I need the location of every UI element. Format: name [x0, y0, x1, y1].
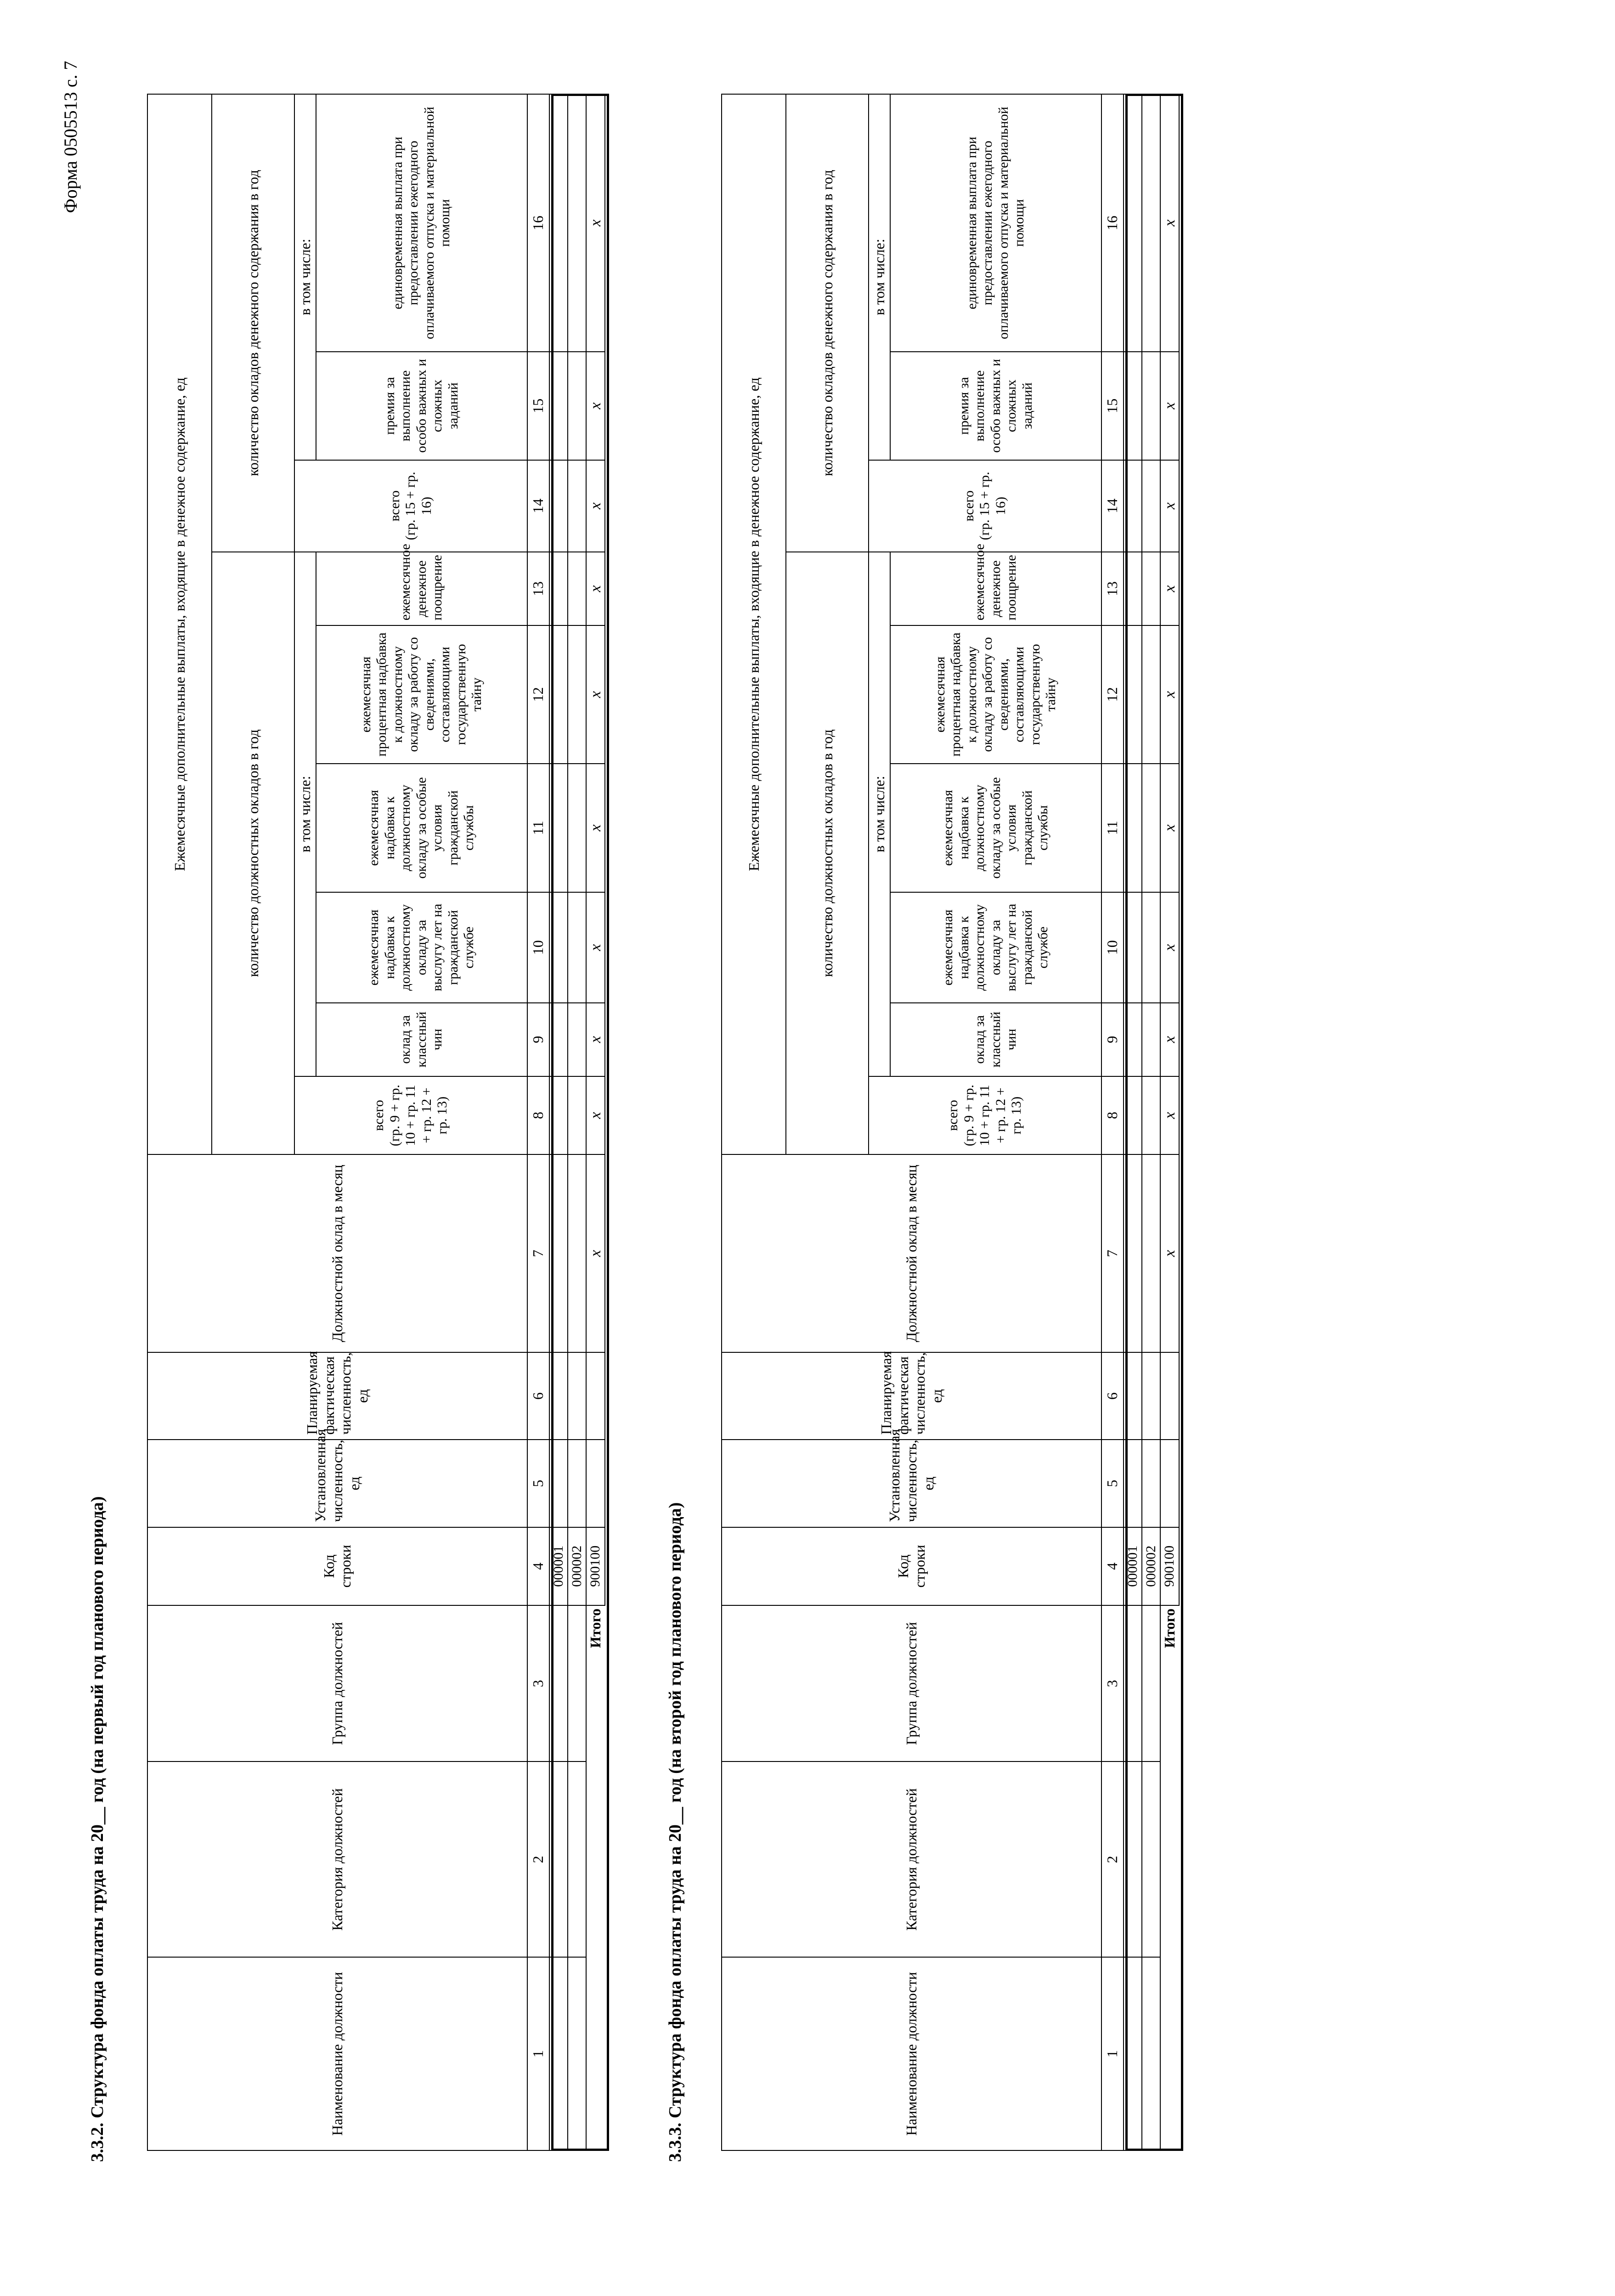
cell-code: 000002	[1142, 1527, 1160, 1605]
col-number: 16	[527, 94, 549, 352]
col-header-state-secret: ежемесячная процентная надбавка к должностному окладу за работу со сведениями, составляющими государственную тайну	[316, 625, 527, 764]
cell-total[interactable]	[1124, 1076, 1142, 1154]
col-number: 6	[527, 1352, 549, 1440]
na-mark: x	[1160, 1003, 1179, 1076]
col-number: 2	[1101, 1762, 1124, 1958]
col-number: 4	[1101, 1527, 1124, 1605]
cell-established[interactable]	[549, 1440, 568, 1527]
cell-group[interactable]	[568, 1605, 586, 1762]
col-header-established: Установленная численность, ед	[147, 1440, 527, 1527]
col-number: 15	[527, 352, 549, 460]
col-header-established: Установленная численность, ед	[722, 1440, 1101, 1527]
col-header-code: Код строки	[722, 1527, 1101, 1605]
col-number: 8	[1101, 1076, 1124, 1154]
cell-category[interactable]	[568, 1762, 586, 1958]
table-row	[1142, 94, 1160, 2150]
col-number: 15	[1101, 352, 1124, 460]
total-code: 900100	[586, 1527, 605, 1605]
cell-special-conditions[interactable]	[549, 764, 568, 893]
col-header-monthly-bonus: ежемесячное денежное поощрение	[316, 552, 527, 625]
cell-premium[interactable]	[568, 352, 586, 460]
cell-monthly-bonus[interactable]	[549, 552, 568, 625]
cell-one-time[interactable]	[549, 94, 568, 352]
na-mark: x	[586, 94, 605, 352]
col-header-long-service: ежемесячная надбавка к должностному окладу за выслугу лет на гражданской службе	[316, 892, 527, 1002]
col-header-salary: Должностной оклад в месяц	[147, 1154, 527, 1352]
cell-special-conditions[interactable]	[568, 764, 586, 893]
cell-group[interactable]	[549, 1605, 568, 1762]
col-number: 11	[527, 764, 549, 893]
cell-total[interactable]	[568, 1076, 586, 1154]
na-mark: x	[1160, 352, 1179, 460]
cell-category[interactable]	[1124, 1762, 1142, 1958]
cell-class-rank[interactable]	[1124, 1003, 1142, 1076]
col-header-total-2: всего (гр. 15 + гр. 16)	[294, 460, 527, 552]
cell-established-total[interactable]	[586, 1440, 605, 1527]
col-number: 12	[1101, 625, 1124, 764]
col-number: 13	[1101, 552, 1124, 625]
cell-class-rank[interactable]	[1142, 1003, 1160, 1076]
cell-special-conditions[interactable]	[1124, 764, 1142, 893]
col-number: 13	[527, 552, 549, 625]
col-number: 3	[527, 1605, 549, 1762]
col-header-code: Код строки	[147, 1527, 527, 1605]
cell-premium[interactable]	[1142, 352, 1160, 460]
table-row	[549, 94, 568, 2150]
na-mark: x	[586, 1076, 605, 1154]
col-header-category: Категория должностей	[722, 1762, 1101, 1958]
na-mark: x	[586, 1003, 605, 1076]
section-title-2: 3.3.3. Структура фонда оплаты труда на 20__ год (на второй год планового периода)	[666, 1502, 685, 2162]
form-label: Форма 0505513 с. 7	[60, 61, 81, 213]
cell-state-secret[interactable]	[549, 625, 568, 764]
col-header-one-time: единовременная выплата при предоставлении ежегодного оплачиваемого отпуска и материальной помощи	[890, 94, 1101, 352]
col-header-total-2: всего (гр. 15 + гр. 16)	[869, 460, 1101, 552]
col-header-including-2: в том числе:	[294, 94, 316, 460]
cell-established-total[interactable]	[1160, 1440, 1179, 1527]
na-mark: x	[1160, 94, 1179, 352]
cell-one-time[interactable]	[1142, 94, 1160, 352]
cell-one-time[interactable]	[1124, 94, 1142, 352]
cell-salary[interactable]	[549, 1154, 568, 1352]
col-number: 9	[1101, 1003, 1124, 1076]
col-header-group: Группа должностей	[722, 1605, 1101, 1762]
na-mark: x	[1160, 1154, 1179, 1352]
col-number: 14	[1101, 460, 1124, 552]
pay-structure-table-1	[147, 94, 605, 2151]
table-row	[1124, 94, 1142, 2150]
col-header-salary-count: количество должностных окладов в год	[212, 552, 294, 1154]
cell-code: 000002	[568, 1527, 586, 1605]
cell-monthly-bonus[interactable]	[1124, 552, 1142, 625]
col-header-planned: Планируемая фактическая численность, ед	[722, 1352, 1101, 1440]
cell-planned-total[interactable]	[586, 1352, 605, 1440]
col-header-money-count: количество окладов денежного содержания в год	[212, 94, 294, 552]
col-number: 3	[1101, 1605, 1124, 1762]
col-header-total: всего (гр. 9 + гр. 10 + гр. 11 + гр. 12 + гр. 13)	[869, 1076, 1101, 1154]
cell-premium[interactable]	[1124, 352, 1142, 460]
cell-long-service[interactable]	[1142, 892, 1160, 1002]
section-title-1: 3.3.2. Структура фонда оплаты труда на 20__ год (на первый год планового периода)	[88, 1496, 107, 2162]
na-mark: x	[1160, 552, 1179, 625]
cell-special-conditions[interactable]	[1142, 764, 1160, 893]
col-number: 16	[1101, 94, 1124, 352]
col-header-class-rank: оклад за классный чин	[316, 1003, 527, 1076]
cell-class-rank[interactable]	[568, 1003, 586, 1076]
cell-category[interactable]	[549, 1762, 568, 1958]
col-number: 12	[527, 625, 549, 764]
cell-state-secret[interactable]	[568, 625, 586, 764]
cell-total-2[interactable]	[1142, 460, 1160, 552]
cell-name[interactable]	[1142, 1957, 1160, 2150]
na-mark: x	[1160, 460, 1179, 552]
col-header-state-secret: ежемесячная процентная надбавка к должностному окладу за работу со сведениями, составляющими государственную тайну	[890, 625, 1101, 764]
na-mark: x	[586, 625, 605, 764]
pay-structure-table-2	[721, 94, 1180, 2151]
cell-total[interactable]	[1142, 1076, 1160, 1154]
col-number: 2	[527, 1762, 549, 1958]
cell-planned[interactable]	[568, 1352, 586, 1440]
total-row	[1160, 94, 1179, 2150]
col-header-monthly-extra: Ежемесячные дополнительные выплаты, входящие в денежное содержание, ед	[147, 94, 212, 1154]
cell-established[interactable]	[1142, 1440, 1160, 1527]
cell-group[interactable]	[1142, 1605, 1160, 1762]
col-number: 4	[527, 1527, 549, 1605]
cell-state-secret[interactable]	[1142, 625, 1160, 764]
cell-state-secret[interactable]	[1124, 625, 1142, 764]
cell-monthly-bonus[interactable]	[568, 552, 586, 625]
cell-name[interactable]	[568, 1957, 586, 2150]
col-header-category: Категория должностей	[147, 1762, 527, 1958]
col-number: 1	[527, 1957, 549, 2150]
col-number: 10	[1101, 892, 1124, 1002]
cell-salary[interactable]	[1124, 1154, 1142, 1352]
cell-long-service[interactable]	[1124, 892, 1142, 1002]
cell-total[interactable]	[549, 1076, 568, 1154]
na-mark: x	[586, 764, 605, 893]
cell-name[interactable]	[1124, 1957, 1142, 2150]
cell-established[interactable]	[568, 1440, 586, 1527]
col-header-planned: Планируемая фактическая численность, ед	[147, 1352, 527, 1440]
col-header-including: в том числе:	[294, 552, 316, 1076]
col-header-monthly-extra: Ежемесячные дополнительные выплаты, входящие в денежное содержание, ед	[722, 94, 786, 1154]
col-number: 14	[527, 460, 549, 552]
na-mark: x	[586, 892, 605, 1002]
col-header-special-conditions: ежемесячная надбавка к должностному окладу за особые условия гражданской службы	[316, 764, 527, 893]
total-code: 900100	[1160, 1527, 1179, 1605]
col-header-name: Наименование должности	[722, 1957, 1101, 2150]
cell-class-rank[interactable]	[549, 1003, 568, 1076]
total-label: Итого	[587, 1608, 604, 1648]
total-row	[586, 94, 605, 2150]
cell-category[interactable]	[1142, 1762, 1160, 1958]
cell-salary[interactable]	[1142, 1154, 1160, 1352]
col-header-special-conditions: ежемесячная надбавка к должностному окладу за особые условия гражданской службы	[890, 764, 1101, 893]
col-number: 9	[527, 1003, 549, 1076]
col-number: 11	[1101, 764, 1124, 893]
na-mark: x	[586, 1154, 605, 1352]
na-mark: x	[586, 352, 605, 460]
cell-premium[interactable]	[549, 352, 568, 460]
cell-long-service[interactable]	[568, 892, 586, 1002]
cell-one-time[interactable]	[568, 94, 586, 352]
col-header-one-time: единовременная выплата при предоставлении ежегодного оплачиваемого отпуска и материальной помощи	[316, 94, 527, 352]
col-header-including: в том числе:	[869, 552, 890, 1076]
cell-planned[interactable]	[1142, 1352, 1160, 1440]
cell-code: 000001	[1124, 1527, 1142, 1605]
col-header-money-count: количество окладов денежного содержания в год	[786, 94, 869, 552]
total-label: Итого	[1161, 1608, 1178, 1648]
col-header-salary: Должностной оклад в месяц	[722, 1154, 1101, 1352]
col-header-total: всего (гр. 9 + гр. 10 + гр. 11 + гр. 12 + гр. 13)	[294, 1076, 527, 1154]
col-number: 8	[527, 1076, 549, 1154]
na-mark: x	[1160, 892, 1179, 1002]
cell-salary[interactable]	[568, 1154, 586, 1352]
col-number: 6	[1101, 1352, 1124, 1440]
col-number: 7	[1101, 1154, 1124, 1352]
col-number: 7	[527, 1154, 549, 1352]
col-header-group: Группа должностей	[147, 1605, 527, 1762]
na-mark: x	[1160, 625, 1179, 764]
cell-planned[interactable]	[1124, 1352, 1142, 1440]
col-header-long-service: ежемесячная надбавка к должностному окладу за выслугу лет на гражданской службе	[890, 892, 1101, 1002]
col-header-class-rank: оклад за классный чин	[890, 1003, 1101, 1076]
na-mark: x	[586, 460, 605, 552]
cell-total-2[interactable]	[568, 460, 586, 552]
na-mark: x	[1160, 1076, 1179, 1154]
cell-long-service[interactable]	[549, 892, 568, 1002]
cell-code: 000001	[549, 1527, 568, 1605]
table-row	[568, 94, 586, 2150]
cell-monthly-bonus[interactable]	[1142, 552, 1160, 625]
cell-total-2[interactable]	[1124, 460, 1142, 552]
na-mark: x	[586, 552, 605, 625]
na-mark: x	[1160, 764, 1179, 893]
col-header-salary-count: количество должностных окладов в год	[786, 552, 869, 1154]
cell-name[interactable]	[549, 1957, 568, 2150]
col-number: 5	[527, 1440, 549, 1527]
col-number: 1	[1101, 1957, 1124, 2150]
col-header-including-2: в том числе:	[869, 94, 890, 460]
col-number: 10	[527, 892, 549, 1002]
col-header-premium: премия за выполнение особо важных и сложных заданий	[316, 352, 527, 460]
col-header-monthly-bonus: ежемесячное денежное поощрение	[890, 552, 1101, 625]
cell-group[interactable]	[1124, 1605, 1142, 1762]
cell-established[interactable]	[1124, 1440, 1142, 1527]
col-header-premium: премия за выполнение особо важных и сложных заданий	[890, 352, 1101, 460]
cell-planned-total[interactable]	[1160, 1352, 1179, 1440]
col-number: 5	[1101, 1440, 1124, 1527]
col-header-name: Наименование должности	[147, 1957, 527, 2150]
cell-planned[interactable]	[549, 1352, 568, 1440]
cell-total-2[interactable]	[549, 460, 568, 552]
